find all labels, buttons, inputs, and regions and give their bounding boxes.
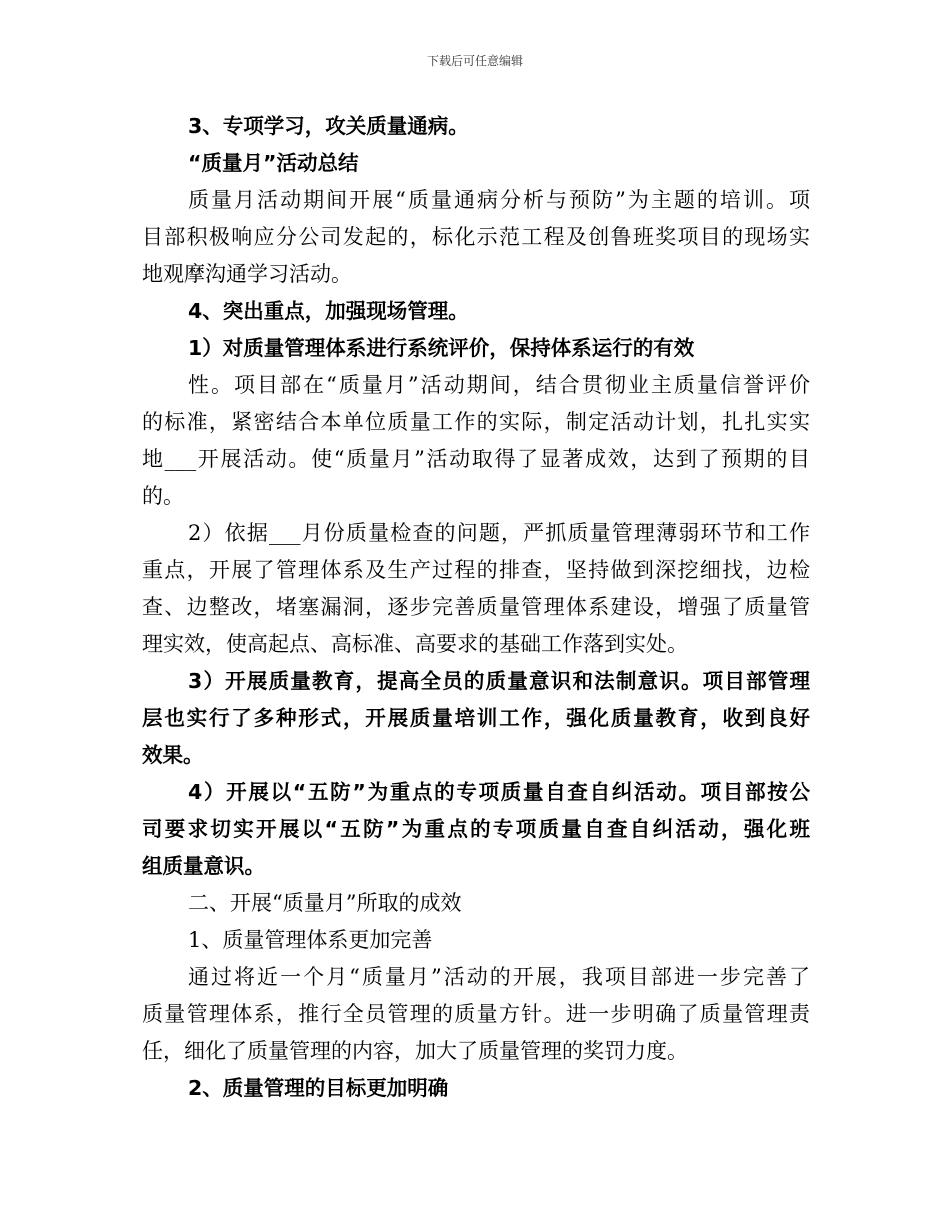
paragraph-line: 性。项目部在“质量月”活动期间，结合贯彻业主质量信誉评价 [188, 373, 810, 397]
paragraph-line: 的标准，紧密结合本单位质量工作的实际，制定活动计划，扎扎实实 [142, 410, 810, 434]
paragraph-line: 2）依据___月份质量检查的问题，严抓质量管理薄弱环节和工作 [188, 521, 810, 545]
section-heading: 3、专项学习，攻关质量通病。 [188, 114, 469, 138]
paragraph-line: 通过将近一个月“质量月”活动的开展，我项目部进一步完善了 [188, 965, 810, 989]
subsection-title: 1、质量管理体系更加完善 [188, 928, 433, 952]
subsection-title: “质量月”活动总结 [188, 151, 359, 175]
section-heading: 4、突出重点，加强现场管理。 [188, 299, 469, 323]
paragraph-line: 质量管理体系，推行全员管理的质量方针。进一步明确了质量管理责 [142, 1002, 810, 1026]
bold-paragraph-line: 层也实行了多种形式，开展质量培训工作，强化质量教育，收到良好 [142, 706, 810, 730]
paragraph-line: 重点，开展了管理体系及生产过程的排查，坚持做到深挖细找，边检 [142, 558, 810, 582]
paragraph-line: 的。 [142, 484, 184, 508]
section-heading: 二、开展“质量月”所取的成效 [188, 891, 462, 915]
page-header-note: 下载后可任意编辑 [426, 54, 523, 68]
bold-paragraph-line: 组质量意识。 [142, 854, 265, 878]
paragraph-line: 地观摩沟通学习活动。 [142, 262, 352, 286]
paragraph-line: 查、边整改，堵塞漏洞，逐步完善质量管理体系建设，增强了质量管 [142, 595, 810, 619]
bold-paragraph-line: 3）开展质量教育，提高全员的质量意识和法制意识。项目部管理 [188, 669, 810, 693]
paragraph-line: 质量月活动期间开展“质量通病分析与预防”为主题的培训。项 [188, 188, 810, 212]
bold-paragraph-line: 4）开展以“五防”为重点的专项质量自查自纠活动。项目部按公 [188, 780, 810, 804]
subsection-title: 1）对质量管理体系进行系统评价，保持体系运行的有效 [188, 336, 695, 360]
document-body [142, 108, 810, 1107]
paragraph-line: 任，细化了质量管理的内容，加大了质量管理的奖罚力度。 [142, 1039, 688, 1063]
paragraph-line: 目部积极响应分公司发起的，标化示范工程及创鲁班奖项目的现场实 [142, 225, 810, 249]
subsection-title: 2、质量管理的目标更加明确 [188, 1076, 449, 1100]
bold-paragraph-line: 效果。 [142, 743, 204, 767]
paragraph-line: 地___开展活动。使“质量月”活动取得了显著成效，达到了预期的目 [142, 447, 810, 471]
paragraph-line: 理实效，使高起点、高标准、高要求的基础工作落到实处。 [142, 632, 688, 656]
bold-paragraph-line: 司要求切实开展以“五防”为重点的专项质量自查自纠活动，强化班 [142, 817, 810, 841]
